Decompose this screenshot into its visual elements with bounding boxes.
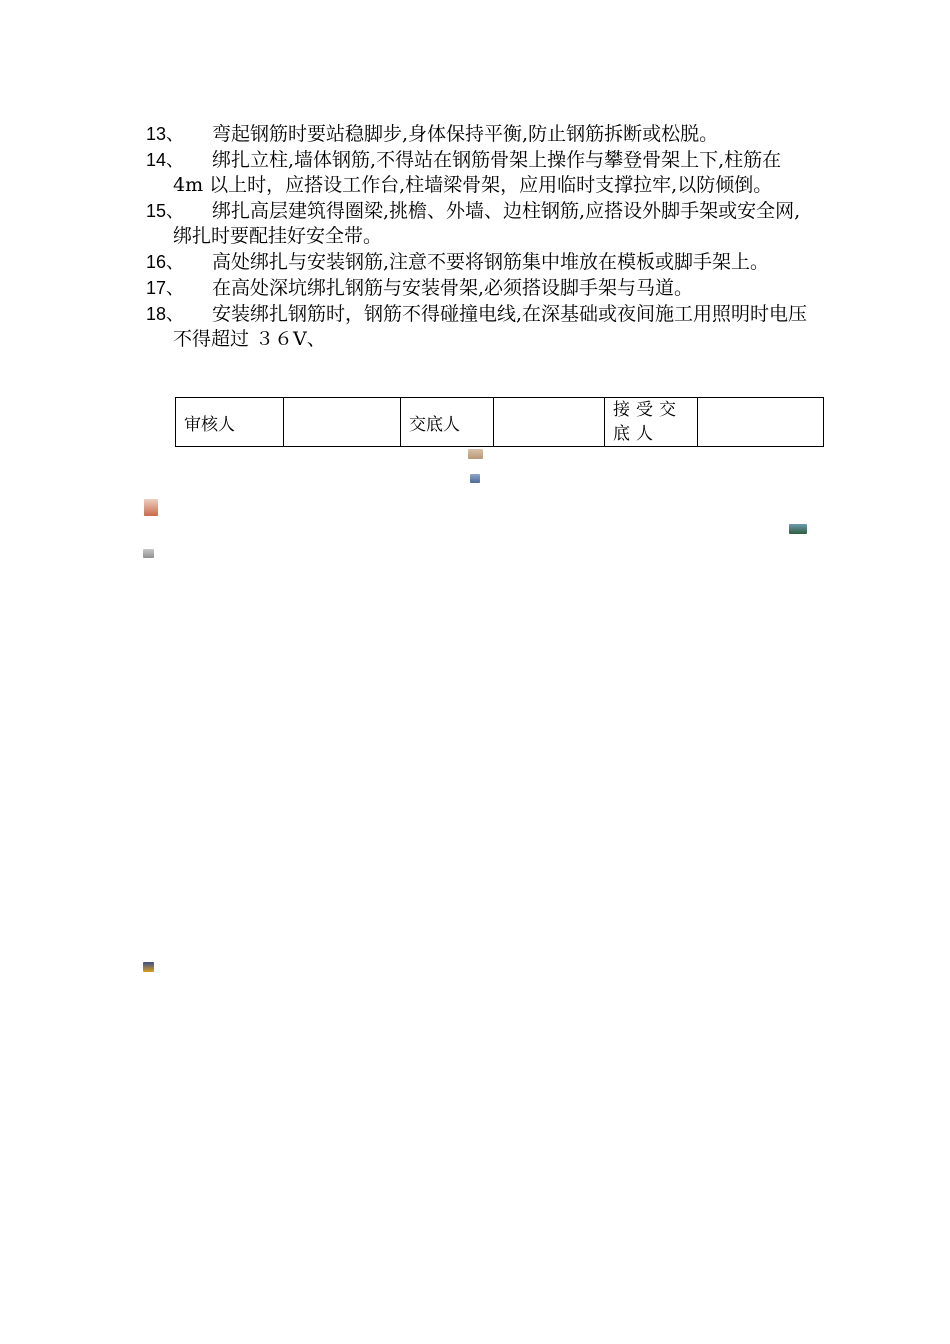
thumbnail-image (143, 549, 154, 558)
item-text: 高处绑扎与安装钢筋,注意不要将钢筋集中堆放在模板或脚手架上。 (212, 251, 770, 273)
thumbnail-image (143, 962, 154, 972)
receiver-label: 接受交底人 (605, 398, 698, 447)
list-item (146, 199, 816, 249)
thumbnail-image (789, 524, 807, 534)
safety-item-list (146, 122, 816, 352)
list-item (146, 276, 816, 301)
presenter-value (494, 398, 605, 447)
item-number: 15、 (146, 201, 185, 221)
item-text: 绑扎高层建筑得圈梁,挑檐、外墙、边柱钢筋,应搭设外脚手架或安全网,绑扎时要配挂好安全带。 (173, 200, 801, 247)
list-item (146, 250, 816, 275)
thumbnail-image (468, 449, 483, 459)
signature-table (175, 397, 824, 447)
thumbnail-image (470, 474, 480, 483)
item-text: 绑扎立柱,墙体钢筋,不得站在钢筋骨架上操作与攀登骨架上下,柱筋在 4m 以上时，应搭设工作台,柱墙梁骨架，应用临时支撑拉牢,以防倾倒。 (173, 149, 782, 196)
thumbnail-image (144, 499, 158, 516)
table-row (176, 398, 824, 447)
reviewer-value (284, 398, 401, 447)
item-text: 安装绑扎钢筋时，钢筋不得碰撞电线,在深基础或夜间施工用照明时电压不得超过 ３６V、 (173, 303, 808, 350)
presenter-label: 交底人 (401, 398, 494, 447)
receiver-value (698, 398, 824, 447)
item-number: 17、 (146, 278, 185, 298)
item-number: 14、 (146, 150, 185, 170)
item-number: 13、 (146, 124, 185, 144)
item-number: 16、 (146, 252, 185, 272)
item-number: 18、 (146, 304, 185, 324)
item-text: 在高处深坑绑扎钢筋与安装骨架,必须搭设脚手架与马道。 (212, 277, 694, 299)
item-text: 弯起钢筋时要站稳脚步,身体保持平衡,防止钢筋拆断或松脱。 (212, 123, 719, 145)
reviewer-label: 审核人 (176, 398, 284, 447)
list-item (146, 148, 816, 198)
list-item (146, 302, 816, 352)
list-item (146, 122, 816, 147)
